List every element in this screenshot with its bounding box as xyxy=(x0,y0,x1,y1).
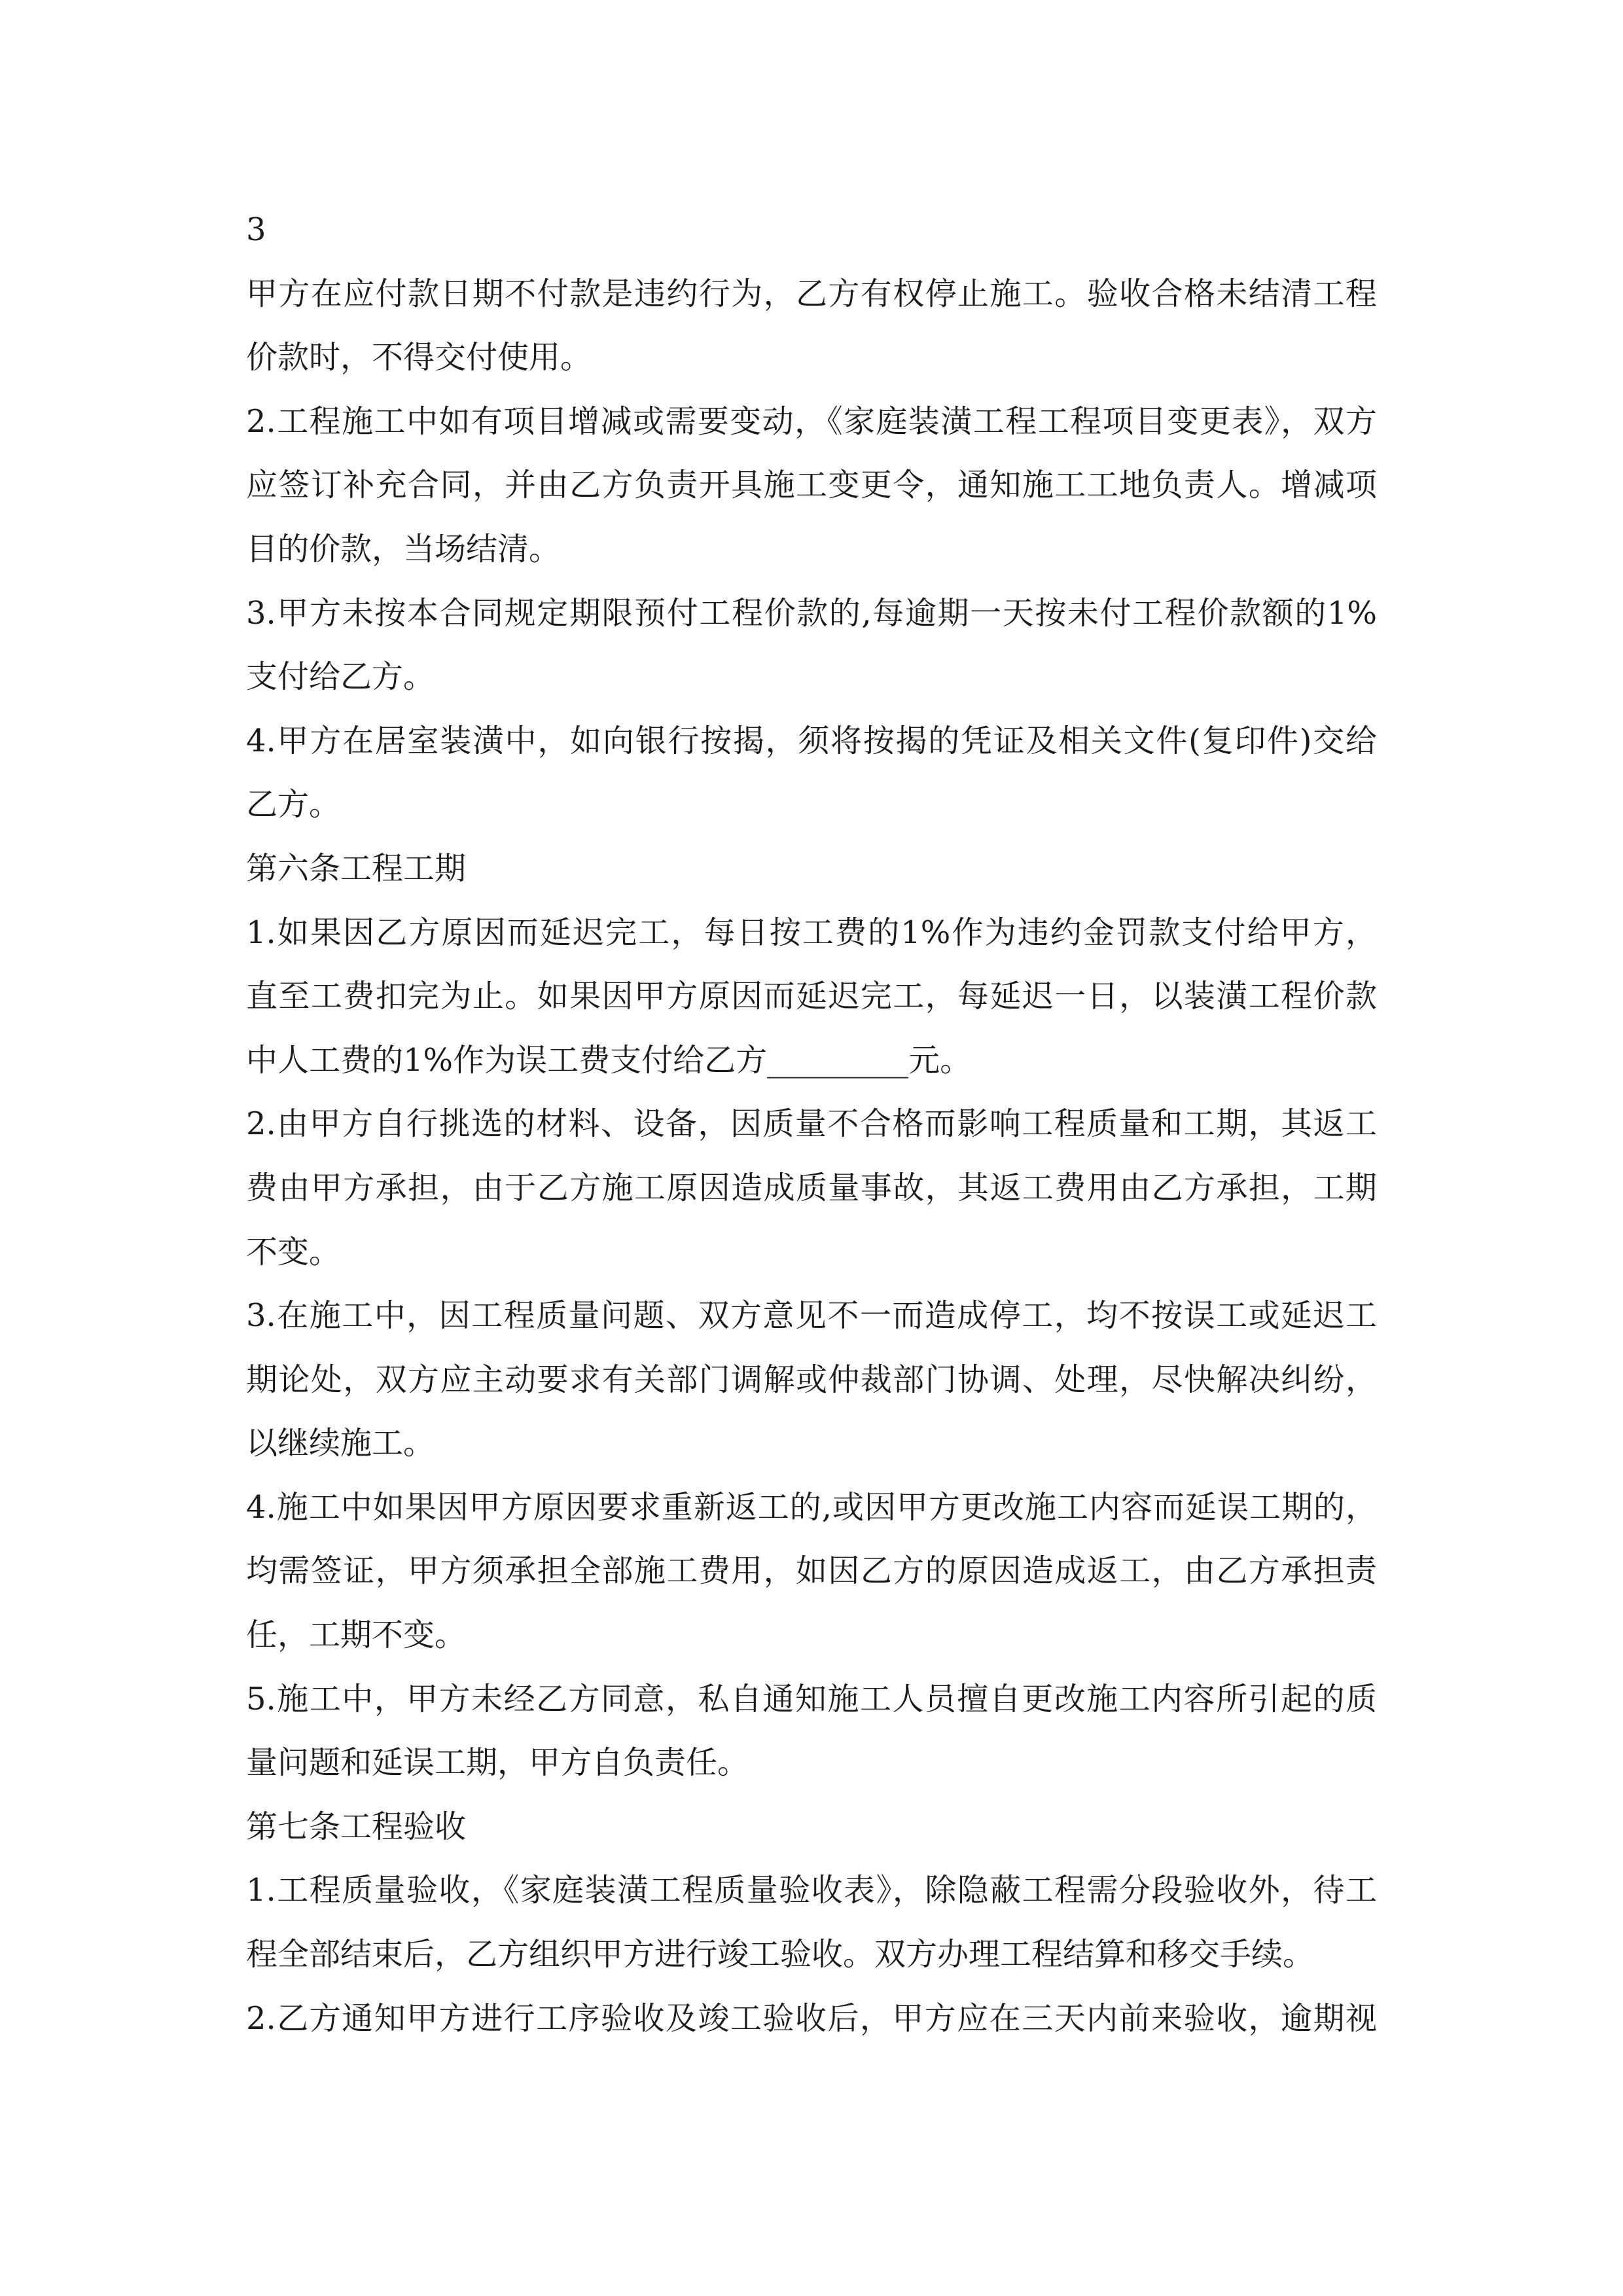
text-line: 直至工费扣完为止。如果因甲方原因而延迟完工，每延迟一日，以装潢工程价款 xyxy=(246,978,1377,1015)
clause-paragraph xyxy=(246,901,1377,1093)
text-line: 价款时，不得交付使用。 xyxy=(246,339,592,376)
section-heading: 第六条工程工期 xyxy=(246,850,467,887)
header-marker: 3 xyxy=(246,211,266,248)
text-line: 费由甲方承担，由于乙方施工原因造成质量事故，其返工费用由乙方承担，工期 xyxy=(246,1169,1377,1206)
clause-paragraph xyxy=(246,262,1377,390)
text-line: 不变。 xyxy=(246,1233,341,1270)
text-line: 2.工程施工中如有项目增减或需要变动，《家庭装潢工程工程项目变更表》，双方 xyxy=(246,403,1377,440)
clause-paragraph xyxy=(246,1668,1377,1795)
clause-paragraph xyxy=(246,1476,1377,1668)
clause-paragraph xyxy=(246,1987,1377,2051)
text-line: 4.甲方在居室装潢中，如向银行按揭，须将按揭的凭证及相关文件(复印件)交给 xyxy=(246,722,1377,759)
text-line: 3.在施工中，因工程质量问题、双方意见不一而造成停工，均不按误工或延迟工 xyxy=(246,1297,1377,1335)
clause-paragraph xyxy=(246,1859,1377,1986)
text-line: 期论处，双方应主动要求有关部门调解或仲裁部门协调、处理，尽快解决纠纷， xyxy=(246,1361,1377,1398)
clause-paragraph xyxy=(246,709,1377,837)
text-line: 任，工期不变。 xyxy=(246,1617,467,1654)
text-line: 1.如果因乙方原因而延迟完工，每日按工费的1%作为违约金罚款支付给甲方， xyxy=(246,914,1377,951)
document-body xyxy=(246,198,1377,2051)
text-line: 支付给乙方。 xyxy=(246,658,435,696)
text-line: 目的价款，当场结清。 xyxy=(246,530,561,567)
text-line: 2.由甲方自行挑选的材料、设备，因质量不合格而影响工程质量和工期，其返工 xyxy=(246,1105,1377,1143)
text-line: 均需签证，甲方须承担全部施工费用，如因乙方的原因造成返工，由乙方承担责 xyxy=(246,1552,1377,1590)
text-line: 甲方在应付款日期不付款是违约行为，乙方有权停止施工。验收合格未结清工程 xyxy=(246,275,1377,312)
clause-paragraph xyxy=(246,582,1377,709)
section-7 xyxy=(246,1795,1377,2051)
text-line: 应签订补充合同，并由乙方负责开具施工变更令，通知施工工地负责人。增减项 xyxy=(246,467,1377,504)
text-line: 4.施工中如果因甲方原因要求重新返工的,或因甲方更改施工内容而延误工期的， xyxy=(246,1488,1377,1526)
section-5-continued xyxy=(246,262,1377,837)
text-line: 3.甲方未按本合同规定期限预付工程价款的,每逾期一天按未付工程价款额的1% xyxy=(246,594,1377,632)
clause-paragraph xyxy=(246,390,1377,582)
text-line: 2.乙方通知甲方进行工序验收及竣工验收后，甲方应在三天内前来验收，逾期视 xyxy=(246,2000,1377,2037)
text-line: 量问题和延误工期，甲方自负责任。 xyxy=(246,1744,749,1782)
clause-paragraph xyxy=(246,1092,1377,1284)
section-heading: 第七条工程验收 xyxy=(246,1808,467,1845)
text-line: 中人工费的1%作为误工费支付给乙方_________元。 xyxy=(246,1041,972,1079)
clause-paragraph xyxy=(246,1284,1377,1476)
section-6 xyxy=(246,837,1377,1795)
text-line: 程全部结束后，乙方组织甲方进行竣工验收。双方办理工程结算和移交手续。 xyxy=(246,1936,1315,1973)
text-line: 乙方。 xyxy=(246,786,341,823)
text-line: 1.工程质量验收，《家庭装潢工程质量验收表》，除隐蔽工程需分段验收外，待工 xyxy=(246,1872,1377,1909)
text-line: 5.施工中，甲方未经乙方同意，私自通知施工人员擅自更改施工内容所引起的质 xyxy=(246,1680,1377,1717)
text-line: 以继续施工。 xyxy=(246,1425,435,1462)
